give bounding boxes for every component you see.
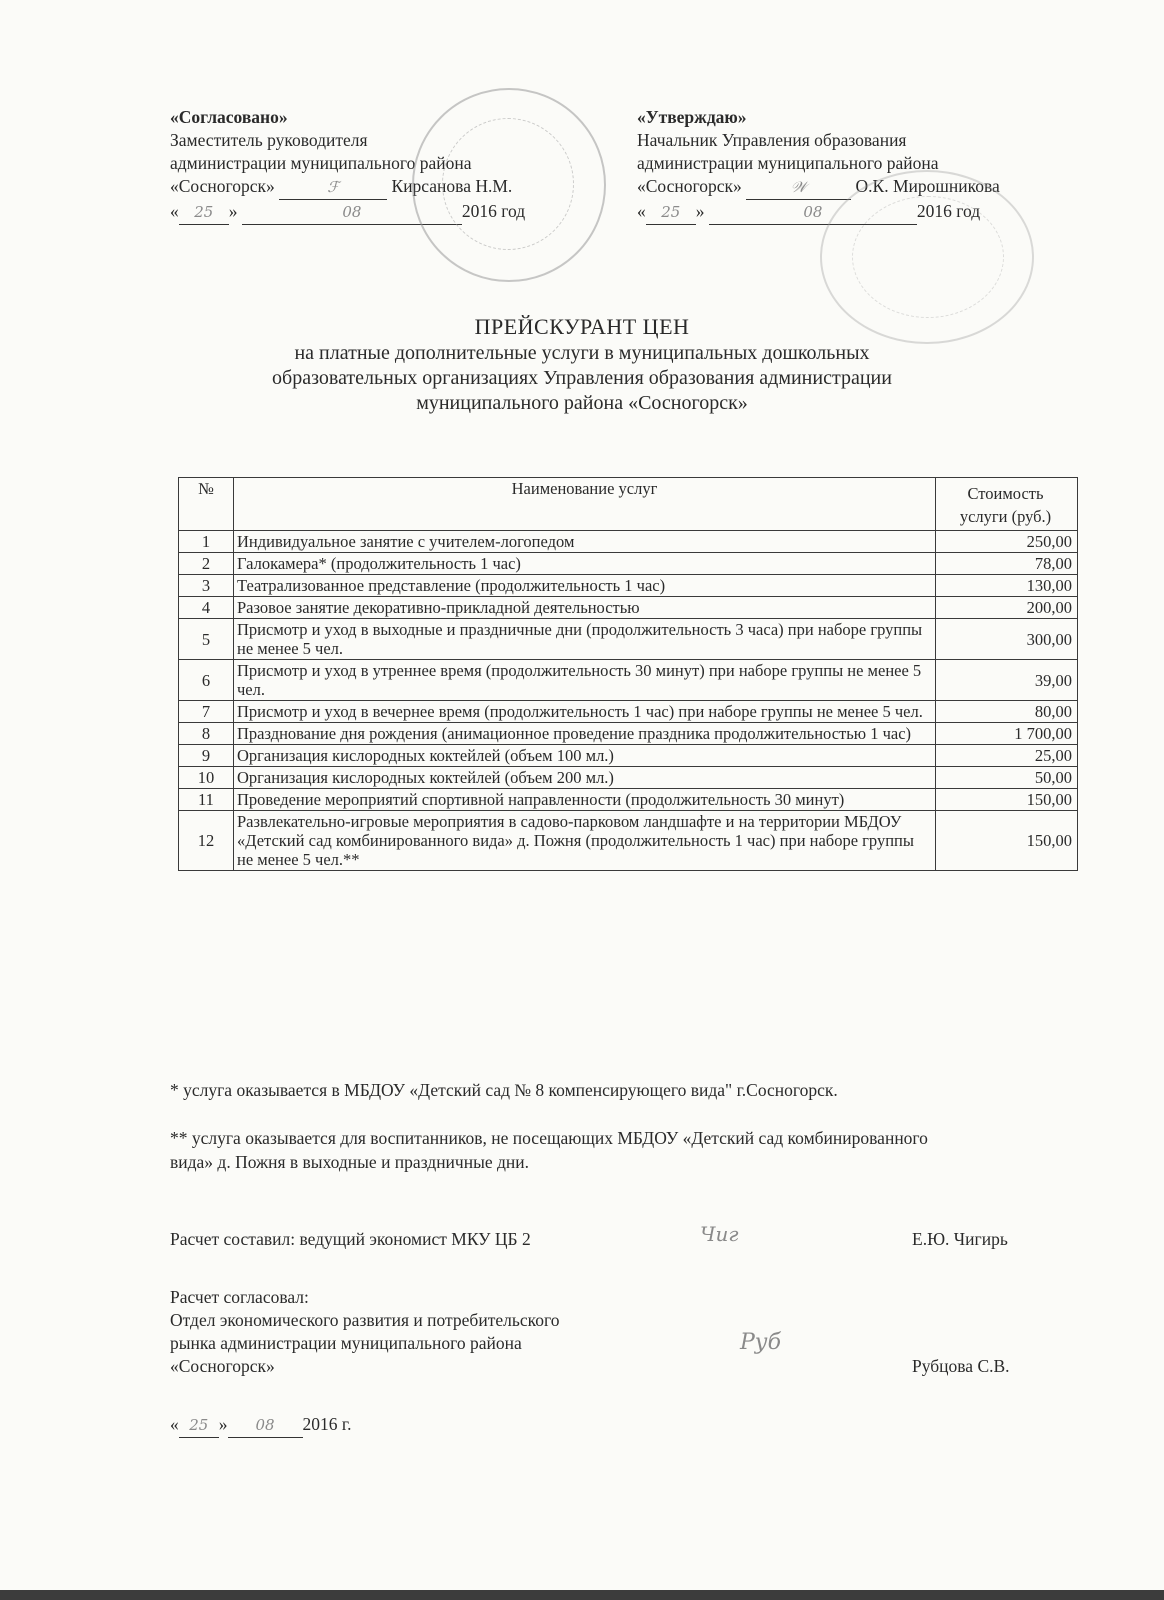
final-date-month [228, 1413, 303, 1438]
row-price: 80,00 [936, 701, 1078, 723]
header-num: № [179, 478, 234, 531]
signature-line [746, 175, 851, 200]
table-row [179, 575, 1078, 597]
approval-right-org: «Сосногорск» [637, 176, 742, 196]
row-num: 3 [179, 575, 234, 597]
agreed-by-line-2: рынка администрации муниципального района [170, 1333, 522, 1353]
row-service-name: Проведение мероприятий спортивной направленности (продолжительность 30 минут) [234, 789, 936, 811]
row-service-name: Развлекательно-игровые мероприятия в садово-парковом ландшафте и на территории МБДОУ «Детский сад комбинированного вида» д. Пожня (продолжительность 1 час) при наборе группы не менее 5 чел.** [234, 811, 936, 871]
row-num: 12 [179, 811, 234, 871]
approval-right-title: «Утверждаю» [637, 107, 747, 127]
handwritten-signature: ℱ [327, 178, 340, 196]
row-num: 6 [179, 660, 234, 701]
row-num: 1 [179, 531, 234, 553]
header-price-line-2: услуги (руб.) [959, 507, 1052, 526]
handwritten-month: 08 [803, 203, 823, 221]
scan-edge [0, 1590, 1164, 1600]
table-row [179, 811, 1078, 871]
approval-right-signer: О.К. Мирошникова [855, 176, 1000, 196]
row-service-name: Присмотр и уход в вечернее время (продолжительность 1 час) при наборе группы не менее 5 чел. [234, 701, 936, 723]
document-title-block [0, 313, 1164, 416]
footnote-2: ** услуга оказывается для воспитанников, не посещающих МБДОУ «Детский сад комбинированного вида» д. Пожня в выходные и праздничные дни. [170, 1128, 928, 1172]
table-body [179, 531, 1078, 871]
row-num: 10 [179, 767, 234, 789]
handwritten-month: 08 [342, 203, 362, 221]
approval-left: «Согласовано» Заместитель руководителя администрации муниципального района «Сосногорск» ℱ Кирсанова Н.М. « 25 » 08 2016 год [170, 106, 525, 225]
row-price: 250,00 [936, 531, 1078, 553]
agreed-by-block [170, 1286, 559, 1378]
header-price-line-1: Стоимость [967, 484, 1044, 503]
agreed-by-signer: Рубцова С.В. [912, 1356, 1010, 1376]
table-row [179, 660, 1078, 701]
row-price: 130,00 [936, 575, 1078, 597]
table-row [179, 745, 1078, 767]
row-num: 4 [179, 597, 234, 619]
approval-left-line-1: Заместитель руководителя [170, 130, 368, 150]
table-row [179, 553, 1078, 575]
row-service-name: Празднование дня рождения (анимационное проведение праздника продолжительностью 1 час) [234, 723, 936, 745]
approval-right-year: 2016 год [916, 201, 981, 221]
date-day-field [179, 200, 229, 225]
approval-left-year: 2016 год [461, 201, 526, 221]
document-subtitle-1: на платные дополнительные услуги в муниципальных дошкольных [294, 342, 870, 364]
row-price: 200,00 [936, 597, 1078, 619]
footnote-1: * услуга оказывается в МБДОУ «Детский сад № 8 компенсирующего вида" г.Сосногорск. [170, 1080, 838, 1100]
row-service-name: Присмотр и уход в утреннее время (продолжительность 30 минут) при наборе группы не менее 5 чел. [234, 660, 936, 701]
table-row [179, 789, 1078, 811]
row-service-name: Театрализованное представление (продолжительность 1 час) [234, 575, 936, 597]
table-row [179, 723, 1078, 745]
agreed-by-label: Расчет согласовал: [170, 1287, 309, 1307]
row-price: 39,00 [936, 660, 1078, 701]
approval-left-org: «Сосногорск» [170, 176, 275, 196]
seal-inner-ring [852, 196, 1004, 318]
row-price: 50,00 [936, 767, 1078, 789]
row-service-name: Индивидуальное занятие с учителем-логопедом [234, 531, 936, 553]
prepared-by-signature: Чиг [700, 1222, 739, 1246]
row-service-name: Присмотр и уход в выходные и праздничные дни (продолжительность 3 часа) при наборе группы не менее 5 чел. [234, 619, 936, 660]
handwritten-month: 08 [255, 1416, 275, 1434]
official-seal-left [412, 88, 606, 282]
seal-inner-ring [442, 118, 574, 250]
approval-left-title: «Согласовано» [170, 107, 288, 127]
handwritten-day: 25 [189, 1416, 209, 1434]
row-service-name: Разовое занятие декоративно-прикладной деятельностью [234, 597, 936, 619]
row-num: 9 [179, 745, 234, 767]
approval-right-line-1: Начальник Управления образования [637, 130, 907, 150]
table-row [179, 597, 1078, 619]
table-row [179, 767, 1078, 789]
row-num: 7 [179, 701, 234, 723]
agreed-by-signature: Руб [740, 1330, 781, 1355]
final-date: « 25 » 08 2016 г. [170, 1413, 351, 1438]
final-date-year: 2016 г. [302, 1414, 352, 1434]
row-num: 2 [179, 553, 234, 575]
row-price: 78,00 [936, 553, 1078, 575]
prepared-by-signer: Е.Ю. Чигирь [912, 1229, 1008, 1249]
row-service-name: Организация кислородных коктейлей (объем 200 мл.) [234, 767, 936, 789]
row-service-name: Галокамера* (продолжительность 1 час) [234, 553, 936, 575]
date-day-field [646, 200, 696, 225]
signature-line [279, 175, 387, 200]
row-num: 11 [179, 789, 234, 811]
approval-left-line-2: администрации муниципального района [170, 153, 472, 173]
table-header-row [179, 478, 1078, 531]
document-subtitle-3: муниципального района «Сосногорск» [416, 392, 748, 414]
header-price [936, 478, 1078, 531]
approval-right-line-2: администрации муниципального района [637, 153, 939, 173]
price-table [178, 477, 1078, 871]
table-row [179, 531, 1078, 553]
header-name: Наименование услуг [234, 478, 936, 531]
table-row [179, 701, 1078, 723]
prepared-by-label: Расчет составил: ведущий экономист МКУ ЦБ 2 [170, 1229, 531, 1249]
handwritten-signature: 𝒲 [790, 178, 807, 196]
approval-left-signer: Кирсанова Н.М. [391, 176, 513, 196]
row-num: 8 [179, 723, 234, 745]
approval-right: «Утверждаю» Начальник Управления образования администрации муниципального района «Сосногорск» 𝒲 О.К. Мирошникова « 25 » 08 2016 год [637, 106, 1000, 225]
row-price: 150,00 [936, 811, 1078, 871]
row-price: 1 700,00 [936, 723, 1078, 745]
row-price: 300,00 [936, 619, 1078, 660]
document-subtitle-2: образовательных организациях Управления образования администрации [272, 367, 892, 389]
agreed-by-line-1: Отдел экономического развития и потребительского [170, 1310, 560, 1330]
row-price: 150,00 [936, 789, 1078, 811]
table-row [179, 619, 1078, 660]
row-service-name: Организация кислородных коктейлей (объем 100 мл.) [234, 745, 936, 767]
agreed-by-line-3: «Сосногорск» [170, 1356, 275, 1376]
handwritten-day: 25 [194, 203, 214, 221]
document-title: ПРЕЙСКУРАНТ ЦЕН [474, 314, 690, 339]
row-num: 5 [179, 619, 234, 660]
final-date-day [179, 1413, 219, 1438]
handwritten-day: 25 [661, 203, 681, 221]
row-price: 25,00 [936, 745, 1078, 767]
